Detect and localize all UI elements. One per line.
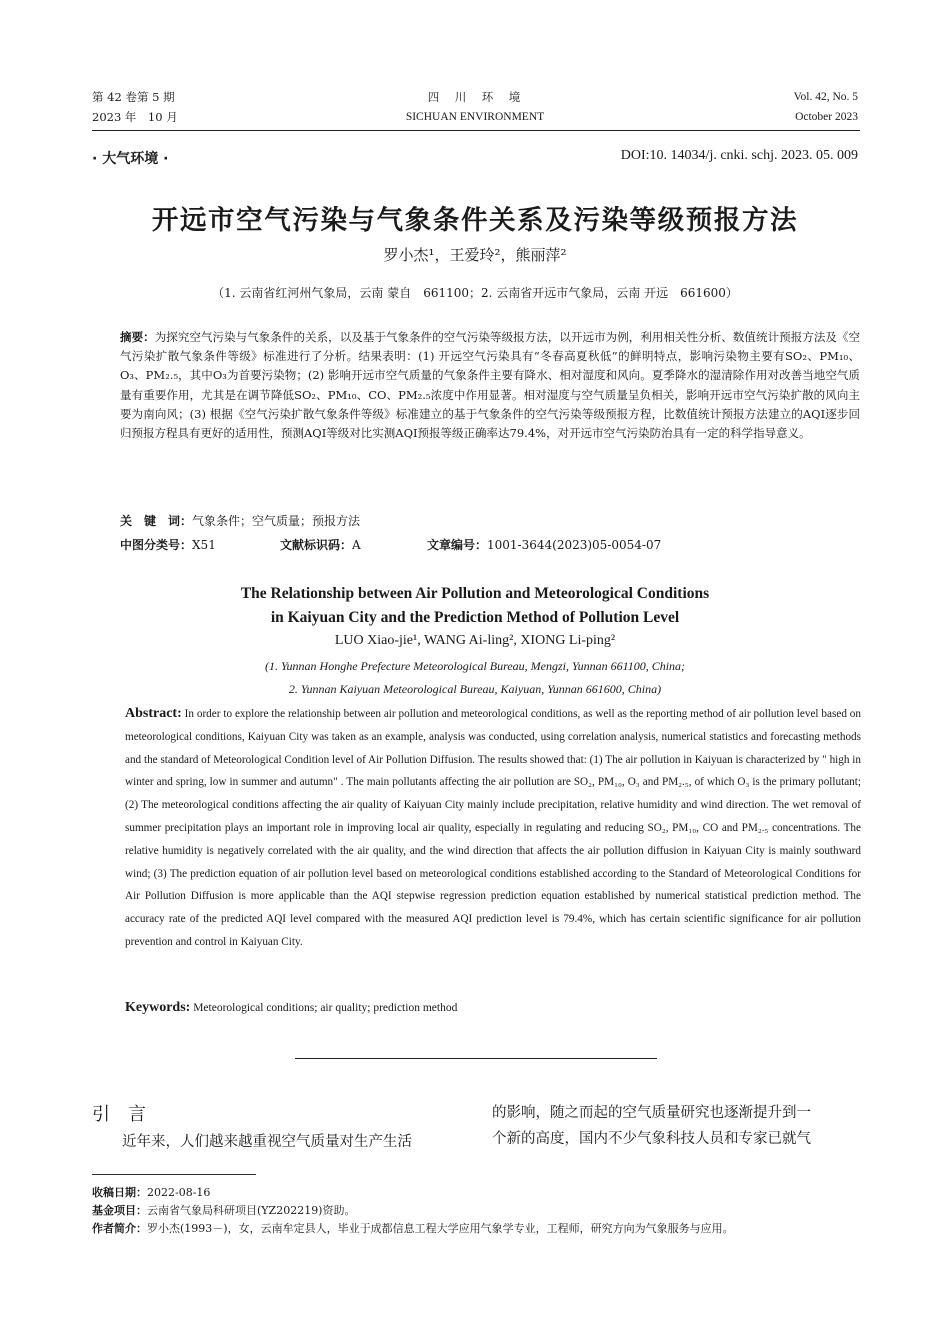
article-number-value: 1001-3644(2023)05-0054-07: [487, 538, 662, 552]
keywords-en-label: Keywords:: [125, 1000, 191, 1015]
section-label: · 大气环境 ·: [92, 151, 169, 167]
keywords-cn: [120, 512, 360, 529]
author-bio-label: 作者简介：: [92, 1222, 147, 1235]
received-value: 2022-08-16: [147, 1186, 211, 1199]
intro-heading: 引 言: [92, 1104, 146, 1125]
abstract-en-text: In order to explore the relationship between air pollution and meteorological conditions, as well as the reporting method of air pollution level based on meteorological conditions, Kaiyuan City was taken as an example, analysis was conducted, using correlation analysis, numerical statistics and forecasting methods and the standard of Meteorological Condition level of Air Pollution Diffusion. The results showed that: (1) The air pollution in Kaiyuan is characterized by " high in winter and spring, low in summer and autumn" . The main pollutants affecting the air pollution are SO₂, PM₁₀, O₃ and PM₂.₅, of which O₃ is the primary pollutant; (2) The meteorological conditions affecting the air quality of Kaiyuan City mainly include precipitation, relative humidity and wind direction. The wet removal of summer precipitation plays an important role in improving local air quality, especially in regulating and reducing SO₂, PM₁₀, CO and PM₂.₅ concentrations. The relative humidity is negatively correlated with the air quality, and the wind direction that affects the air pollution diffusion in Kaiyuan City is mainly southward wind; (3) The prediction equation of air pollution level based on meteorological conditions established according to the Standard of Meteorological Conditions for Air Pollution Diffusion is more applicable than the AQI stepwise regression prediction equation established by numerical statistical prediction method. The accuracy rate of the predicted AQI level compared with the measured AQI prediction level is 79.4%, which has certain scientific significance for air pollution prevention and control in Kaiyuan City.: [125, 708, 861, 948]
keywords-en: [125, 1000, 457, 1016]
footnote-received: [92, 1184, 852, 1201]
author-bio-value: 罗小杰(1993－)，女，云南牟定县人，毕业于成都信息工程大学应用气象学专业，工程师，研究方向为气象服务与应用。: [147, 1222, 734, 1235]
affiliation-cn: （1. 云南省红河州气象局，云南 蒙自 661100；2. 云南省开远市气象局，云南 开远 661600）: [212, 286, 738, 300]
header-journal-cn: 四 川 环 境: [427, 90, 523, 104]
footnote-fund: [92, 1202, 852, 1219]
header-rule: [92, 130, 860, 131]
authors-en: LUO Xiao-jie¹, WANG Ai-ling², XIONG Li-ping²: [334, 633, 616, 648]
fund-value: 云南省气象局科研项目(YZ202219)资助。: [147, 1204, 356, 1217]
intro-right-line2: 个新的高度，国内不少气象科技人员和专家已就气: [492, 1131, 811, 1147]
authors-cn: 罗小杰¹，王爱玲²，熊丽萍²: [383, 246, 567, 264]
doc-code-label: 文献标识码：: [280, 538, 353, 552]
clc-label: 中图分类号：: [120, 538, 193, 552]
clc-value: X51: [192, 538, 216, 552]
footnote-author: [92, 1220, 852, 1237]
doc-code: [280, 536, 361, 553]
header-date-en: October 2023: [795, 111, 858, 123]
header-date: 2023 年 10 月: [92, 110, 178, 124]
affiliation-en-line1: (1. Yunnan Honghe Prefecture Meteorological Bureau, Mengzi, Yunnan 661100, China;: [264, 659, 686, 673]
header-journal-en: SICHUAN ENVIRONMENT: [405, 111, 545, 123]
keywords-en-text: Meteorological conditions; air quality; prediction method: [190, 1002, 458, 1014]
fund-label: 基金项目：: [92, 1204, 147, 1217]
header-volume-en: Vol. 42, No. 5: [793, 91, 858, 103]
footnote-rule: [92, 1174, 256, 1175]
abstract-cn-text: 为探究空气污染与气象条件的关系，以及基于气象条件的空气污染等级报方法，以开远市为例，利用相关性分析、数值统计预报方法及《空气污染扩散气象条件等级》标准进行了分析。结果表明：(1) 开远空气污染具有“冬春高夏秋低”的鲜明特点，影响污染物主要有SO₂、PM₁₀、O₃、PM₂.₅，其中O₃为首要污染物；(2) 影响开远市空气质量的气象条件主要有降水、相对湿度和风向。夏季降水的湿清除作用对改善当地空气质量有重要作用，尤其是在调节降低SO₂、PM₁₀、CO、PM₂.₅浓度中作用显著。相对湿度与空气质量呈负相关，影响开远市空气污染扩散的风向主要为南向风；(3) 根据《空气污染扩散气象条件等级》标准建立的基于气象条件的空气污染等级预报方程，比数值统计预报方法建立的AQI逐步回归预报方程具有更好的适用性，预测AQI等级对比实测AQI预报等级正确率达79.4%，对开远市空气污染防治具有一定的科学指导意义。: [120, 330, 861, 441]
keywords-cn-label: 关 键 词：: [120, 514, 193, 528]
affiliation-en-line2: 2. Yunnan Kaiyuan Meteorological Bureau, Kaiyuan, Yunnan 661600, China): [288, 682, 662, 696]
doi: DOI:10. 14034/j. cnki. schj. 2023. 05. 009: [620, 148, 858, 163]
article-number: [427, 536, 661, 553]
separator-rule: [295, 1058, 657, 1059]
intro-right-line1: 的影响，随之而起的空气质量研究也逐渐提升到一: [492, 1105, 811, 1121]
page-title: 开远市空气污染与气象条件关系及污染等级预报方法: [151, 205, 799, 236]
keywords-cn-text: 气象条件；空气质量；预报方法: [192, 514, 361, 528]
abstract-en: [125, 703, 861, 954]
abstract-cn-label: 摘要：: [120, 330, 155, 344]
doc-code-value: A: [352, 538, 361, 552]
title-en-line1: The Relationship between Air Pollution and Meteorological Conditions: [240, 585, 710, 602]
clc-number: [120, 536, 216, 553]
received-label: 收稿日期：: [92, 1186, 147, 1199]
article-number-label: 文章编号：: [427, 538, 488, 552]
header-volume: 第 42 卷第 5 期: [92, 90, 175, 104]
abstract-en-label: Abstract:: [125, 706, 182, 721]
title-en-line2: in Kaiyuan City and the Prediction Method of Pollution Level: [270, 609, 680, 626]
abstract-cn: [120, 328, 860, 443]
intro-left-paragraph: 近年来，人们越来越重视空气质量对生产生活: [122, 1134, 412, 1150]
